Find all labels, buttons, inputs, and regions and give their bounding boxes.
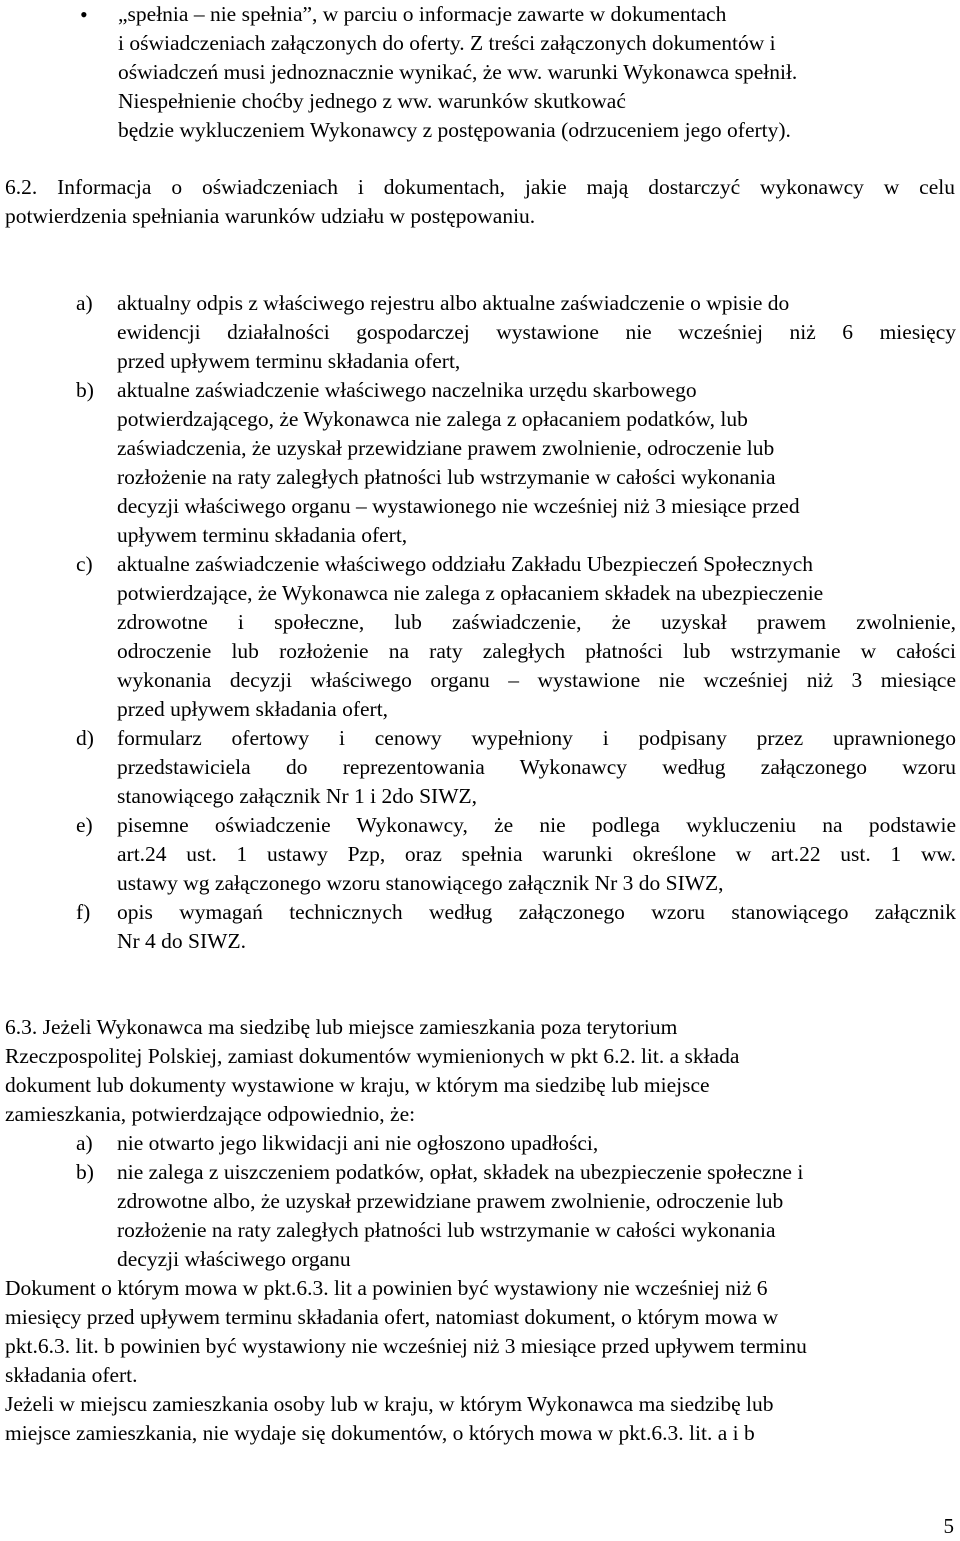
list-item-line: upływem terminu składania ofert, (117, 523, 408, 547)
list-item-line: decyzji właściwego organu (117, 1247, 351, 1271)
list-item-line: potwierdzające, że Wykonawca nie zalega z opłacaniem składek na ubezpieczenie (117, 581, 824, 605)
list-item-line: nie otwarto jego likwidacji ani nie ogłoszono upadłości, (117, 1131, 599, 1155)
list-item-line: aktualne zaświadczenie właściwego naczelnika urzędu skarbowego (117, 378, 697, 402)
section-6-2-heading (5, 173, 955, 231)
list-item-line: formularz ofertowy i cenowy wypełniony i podpisany przez uprawnionego (117, 726, 956, 750)
paragraph-line: pkt.6.3. lit. b powinien być wystawiony nie wcześniej niż 3 miesiące przed upływem terminu (5, 1334, 807, 1358)
bullet-icon: • (80, 2, 88, 27)
list-item-b (76, 1158, 936, 1274)
bullet-line: Niespełnienie choćby jednego z ww. warunków skutkować (118, 89, 626, 113)
list-marker: d) (76, 726, 94, 750)
paragraph-line: Jeżeli w miejscu zamieszkania osoby lub w kraju, w którym Wykonawca ma siedzibę lub (5, 1392, 774, 1416)
list-item-a (76, 289, 956, 376)
section-6-3 (5, 1013, 955, 1129)
list-item-line: przed upływem składania ofert, (117, 697, 389, 721)
list-item-line: przedstawiciela do reprezentowania Wykonawcy według załączonego wzoru (117, 755, 956, 779)
list-item-line: rozłożenie na raty zaległych płatności lub wstrzymanie w całości wykonania (117, 1218, 776, 1242)
list-item-line: ewidencji działalności gospodarczej wystawione nie wcześniej niż 6 miesięcy (117, 320, 956, 344)
list-item-line: nie zalega z uiszczeniem podatków, opłat, składek na ubezpieczenie społeczne i (117, 1160, 804, 1184)
list-item-line: zaświadczenia, że uzyskał przewidziane prawem zwolnienie, odroczenie lub (117, 436, 775, 460)
list-item-line: odroczenie lub rozłożenie na raty zaległych płatności lub wstrzymanie w całości (117, 639, 956, 663)
list-item-b (76, 376, 956, 550)
paragraph-line: Dokument o którym mowa w pkt.6.3. lit a powinien być wystawiony nie wcześniej niż 6 (5, 1276, 768, 1300)
list-item-line: wykonania decyzji właściwego organu – wystawione nie wcześniej niż 3 miesiące (117, 668, 956, 692)
closing-paragraph-1 (5, 1274, 955, 1390)
list-item-line: zdrowotne i społeczne, lub zaświadczenie, że uzyskał prawem zwolnienie, (117, 610, 956, 634)
section-line: Rzeczpospolitej Polskiej, zamiast dokumentów wymienionych w pkt 6.2. lit. a składa (5, 1044, 740, 1068)
document-requirements-list (76, 289, 956, 956)
list-marker: f) (76, 900, 91, 924)
page-number: 5 (943, 1514, 954, 1538)
list-marker: a) (76, 1131, 93, 1155)
list-item-line: rozłożenie na raty zaległych płatności lub wstrzymanie w całości wykonania (117, 465, 776, 489)
list-item-line: pisemne oświadczenie Wykonawcy, że nie podlega wykluczeniu na podstawie (117, 813, 956, 837)
bullet-line: „spełnia – nie spełnia”, w parciu o informacje zawarte w dokumentach (118, 2, 727, 26)
list-item-line: decyzji właściwego organu – wystawionego nie wcześniej niż 3 miesiące przed (117, 494, 800, 518)
section-line: zamieszkania, potwierdzające odpowiednio, że: (5, 1102, 416, 1126)
list-item-line: Nr 4 do SIWZ. (117, 929, 246, 953)
bullet-line: oświadczeń musi jednoznacznie wynikać, że ww. warunki Wykonawca spełnił. (118, 60, 798, 84)
list-item-a (76, 1129, 936, 1158)
list-item-line: potwierdzającego, że Wykonawca nie zalega z opłacaniem podatków, lub (117, 407, 748, 431)
foreign-documents-list (76, 1129, 936, 1274)
section-line: potwierdzenia spełniania warunków udziału w postępowaniu. (5, 204, 536, 228)
list-item-line: stanowiącego załącznik Nr 1 i 2do SIWZ, (117, 784, 477, 808)
section-line: 6.3. Jeżeli Wykonawca ma siedzibę lub miejsce zamieszkania poza terytorium (5, 1015, 678, 1039)
list-item-line: przed upływem terminu składania ofert, (117, 349, 461, 373)
list-item-c (76, 550, 956, 724)
list-marker: a) (76, 291, 93, 315)
bullet-line: będzie wykluczeniem Wykonawcy z postępowania (odrzuceniem jego oferty). (118, 118, 791, 142)
list-item-line: zdrowotne albo, że uzyskał przewidziane prawem zwolnienie, odroczenie lub (117, 1189, 784, 1213)
list-item-e (76, 811, 956, 898)
paragraph-line: składania ofert. (5, 1363, 138, 1387)
bullet-item (80, 0, 938, 145)
list-marker: c) (76, 552, 93, 576)
closing-paragraph-2 (5, 1390, 955, 1448)
list-marker: e) (76, 813, 93, 837)
paragraph-line: miesięcy przed upływem terminu składania ofert, natomiast dokument, o którym mowa w (5, 1305, 779, 1329)
list-item-line: opis wymagań technicznych według załączonego wzoru stanowiącego załącznik (117, 900, 956, 924)
list-marker: b) (76, 1160, 94, 1184)
list-item-line: aktualne zaświadczenie właściwego oddziału Zakładu Ubezpieczeń Społecznych (117, 552, 814, 576)
section-line: dokument lub dokumenty wystawione w kraju, w którym ma siedzibę lub miejsce (5, 1073, 710, 1097)
list-item-f (76, 898, 956, 956)
bullet-line: i oświadczeniach załączonych do oferty. Z treści załączonych dokumentów i (118, 31, 776, 55)
list-item-line: art.24 ust. 1 ustawy Pzp, oraz spełnia warunki określone w art.22 ust. 1 ww. (117, 842, 956, 866)
list-item-line: aktualny odpis z właściwego rejestru albo aktualne zaświadczenie o wpisie do (117, 291, 790, 315)
list-item-line: ustawy wg załączonego wzoru stanowiącego załącznik Nr 3 do SIWZ, (117, 871, 724, 895)
list-marker: b) (76, 378, 94, 402)
section-line: 6.2. Informacja o oświadczeniach i dokumentach, jakie mają dostarczyć wykonawcy w celu (5, 175, 955, 199)
paragraph-line: miejsce zamieszkania, nie wydaje się dokumentów, o których mowa w pkt.6.3. lit. a i b (5, 1421, 755, 1445)
list-item-d (76, 724, 956, 811)
